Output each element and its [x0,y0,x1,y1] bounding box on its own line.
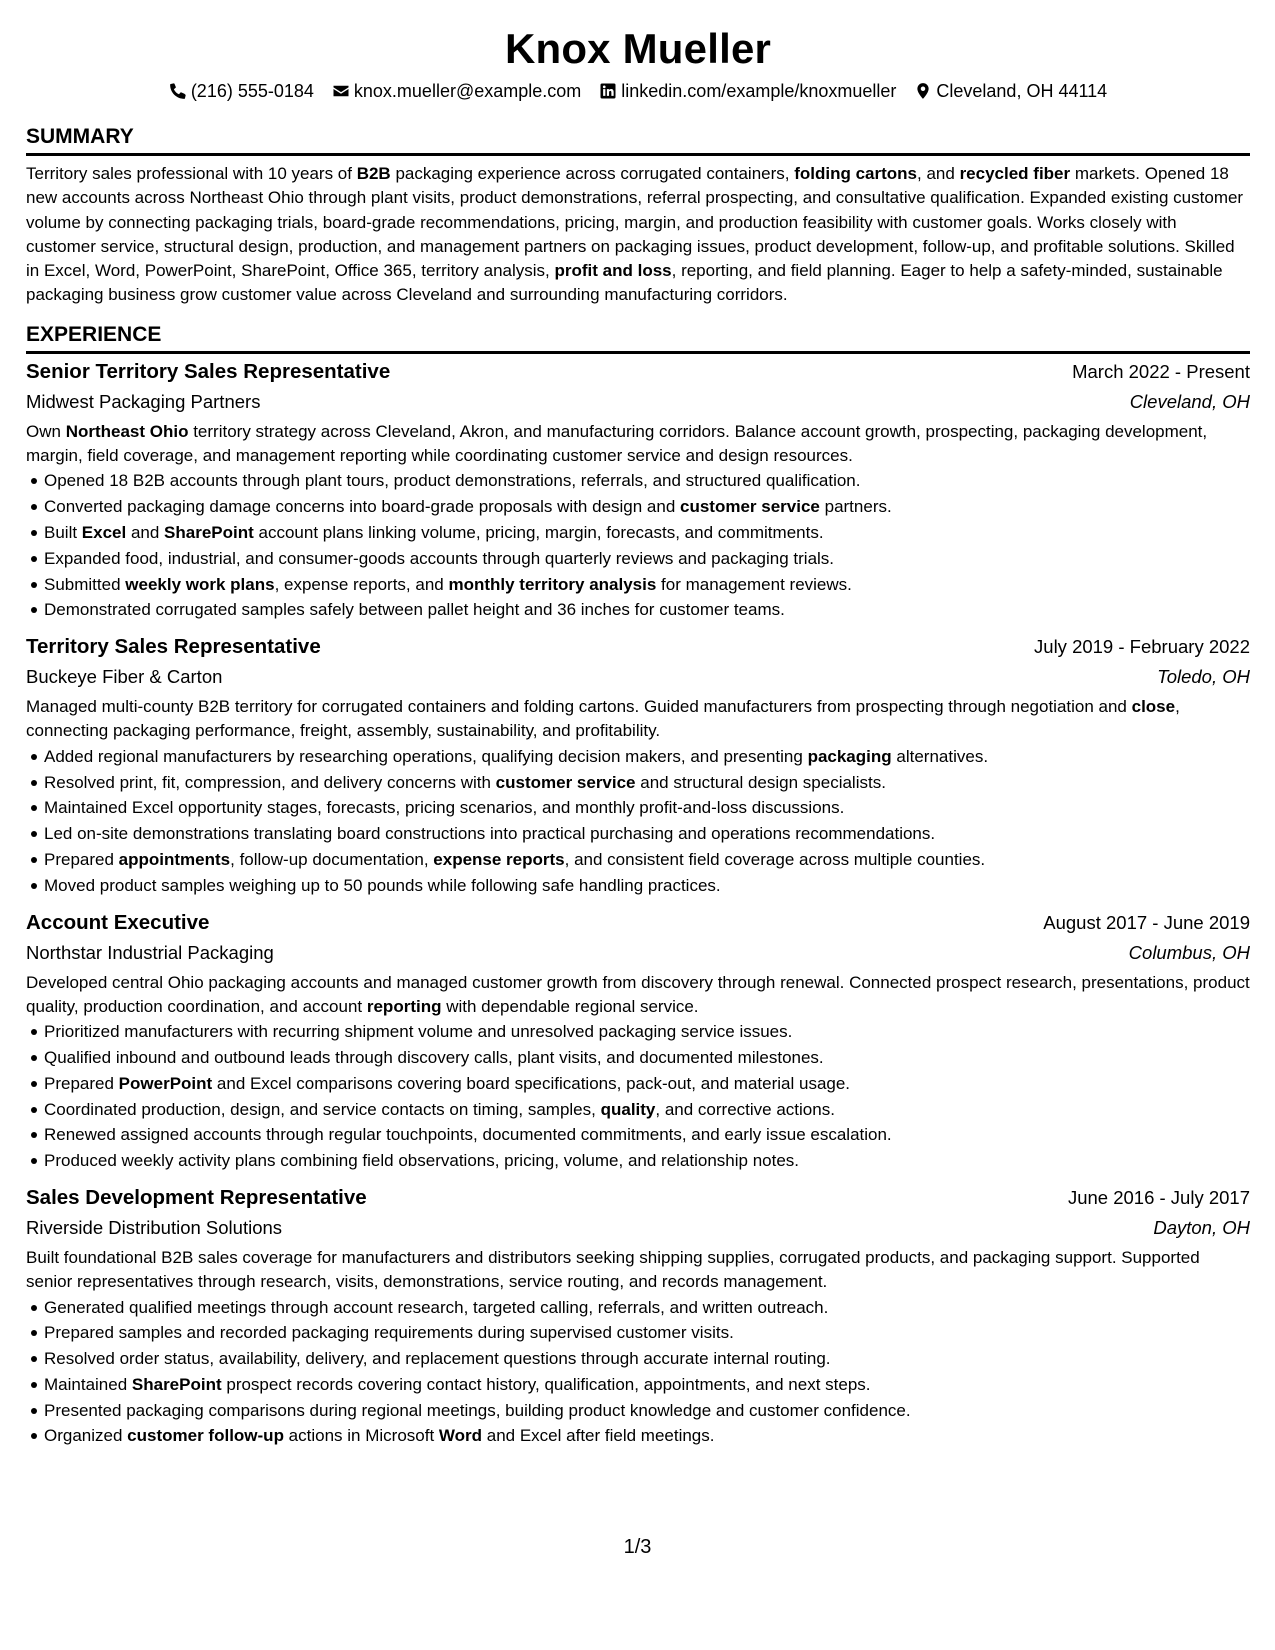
list-item [44,1295,1250,1321]
list-item [44,468,1250,494]
bold-text: customer service [495,772,636,792]
envelope-icon [332,82,350,100]
job-bullets [26,744,1250,899]
text-run: Prepared [44,849,119,869]
job-header [26,357,1250,387]
text-run: Prepared samples and recorded packaging requirements during supervised customer visits. [44,1323,734,1343]
list-item [44,494,1250,520]
company-name: Buckeye Fiber & Carton [26,666,223,688]
job-bullets [26,1019,1250,1174]
text-run: packaging experience across corrugated containers, [390,164,795,183]
text-run: Resolved order status, availability, delivery, and replacement questions through accurate internal routing. [44,1349,831,1369]
job-entry [26,357,1250,623]
job-title: Territory Sales Representative [26,635,321,659]
list-item [44,1372,1250,1398]
list-item [44,520,1250,546]
text-run: , follow-up documentation, [230,849,434,869]
list-item [44,546,1250,572]
list-item [44,1320,1250,1346]
text-run: Territory sales professional with 10 years of [26,164,357,183]
job-title: Account Executive [26,910,210,934]
job-header [26,908,1250,938]
job-entry [26,1183,1250,1449]
list-item [44,1122,1250,1148]
contact-bar [26,79,1250,103]
text-run: , reporting, and field planning. Eager to help a safety-minded, sustainable packaging business grow customer value across Cleveland and surrounding manufacturing corridors. [26,261,1223,305]
text-run: Maintained Excel opportunity stages, forecasts, pricing scenarios, and monthly profit-and-loss discussions. [44,798,845,818]
bold-text: weekly work plans [125,574,275,594]
list-item [44,1019,1250,1045]
contact-location [914,79,1107,103]
list-item [44,1346,1250,1372]
experience-heading: EXPERIENCE [26,322,1250,354]
linkedin-icon [599,82,617,100]
bold-text: close [1131,697,1176,717]
text-run: prospect records covering contact history, qualification, appointments, and next steps. [221,1374,871,1394]
list-item [44,1071,1250,1097]
text-run: markets. Opened 18 new accounts across Northeast Ohio through plant visits, product demonstrations, referral prospecting, and consultative qualification. Expanded existing customer volume by connecting packaging trials, board-grade recommendations, pricing, margin, and production feasibility with customer goals. Works closely with customer service, structural design, production, and management partners on packaging issues, product development, follow-up, and profitable solutions. Skilled in Excel, Word, PowerPoint, SharePoint, Office 365, territory analysis, [26,164,1244,281]
text-run: Own [26,421,66,441]
list-item [44,1148,1250,1174]
list-item [44,795,1250,821]
job-bullets [26,1295,1250,1450]
text-run: partners. [819,497,892,517]
bold-text: appointments [118,849,231,869]
candidate-name: Knox Mueller [504,25,772,72]
text-run: and Excel after field meetings. [482,1426,715,1446]
job-subheader [26,938,1250,968]
location-text: Cleveland, OH 44114 [936,81,1108,101]
list-item [44,572,1250,598]
text-run: , and corrective actions. [655,1099,835,1119]
contact-linkedin[interactable] [599,79,896,103]
text-run: Qualified inbound and outbound leads through discovery calls, plant visits, and documented milestones. [44,1047,824,1067]
job-bullets [26,468,1250,623]
company-name: Midwest Packaging Partners [26,390,261,412]
text-run: Expanded food, industrial, and consumer-goods accounts through quarterly reviews and packaging trials. [44,548,835,568]
job-description [26,971,1250,1020]
list-item [44,1097,1250,1123]
phone-icon [169,82,187,100]
job-dates: March 2022 - Present [1072,360,1250,382]
text-run: alternatives. [891,746,989,766]
bold-text: reporting [366,996,442,1016]
text-run: Managed multi-county B2B territory for corrugated containers and folding cartons. Guided manufacturers from prospecting through negotiation and [26,697,1132,717]
contact-phone [169,79,314,103]
text-run: Added regional manufacturers by researching operations, qualifying decision makers, and presenting [44,746,808,766]
text-run: Presented packaging comparisons during regional meetings, building product knowledge and customer confidence. [44,1400,911,1420]
text-run: Moved product samples weighing up to 50 pounds while following safe handling practices. [44,875,721,895]
list-item [44,873,1250,899]
map-pin-icon [914,82,932,100]
text-run: Built [44,522,82,542]
text-run: Opened 18 B2B accounts through plant tours, product demonstrations, referrals, and structured qualification. [44,471,861,491]
job-title: Senior Territory Sales Representative [26,359,391,383]
resume-page [26,0,1250,1449]
job-dates: June 2016 - July 2017 [1067,1186,1250,1208]
job-entry [26,908,1250,1174]
text-run: for management reviews. [656,574,852,594]
bold-text: B2B [356,164,391,183]
text-run: with dependable regional service. [441,996,699,1016]
bold-text: customer follow-up [127,1426,284,1446]
summary-heading: SUMMARY [26,124,1250,156]
list-item [44,1423,1250,1449]
text-run: Developed central Ohio packaging accounts and managed customer growth from discovery through renewal. Connected prospect research, presentations, product quality, production coordination, and account [26,972,1250,1016]
summary-text [26,162,1250,308]
bold-text: monthly territory analysis [448,574,657,594]
job-description [26,420,1250,469]
list-item [44,1398,1250,1424]
bold-text: customer service [680,497,820,517]
bold-text: SharePoint [164,522,254,542]
phone-text: (216) 555-0184 [190,81,314,101]
job-title: Sales Development Representative [26,1185,367,1209]
text-run: Converted packaging damage concerns into board-grade proposals with design and [44,497,681,517]
job-header [26,1183,1250,1213]
job-location: Columbus, OH [1128,941,1250,963]
text-run: Prioritized manufacturers with recurring shipment volume and unresolved packaging service issues. [44,1022,793,1042]
list-item [44,597,1250,623]
job-dates: August 2017 - June 2019 [1043,911,1250,933]
text-run: Produced weekly activity plans combining field observations, pricing, volume, and relationship notes. [44,1151,800,1171]
bold-text: Northeast Ohio [65,421,189,441]
bold-text: profit and loss [554,261,672,281]
text-run: account plans linking volume, pricing, margin, forecasts, and commitments. [253,522,824,542]
text-run: Submitted [44,574,126,594]
list-item [44,744,1250,770]
text-run: territory strategy across Cleveland, Akron, and manufacturing corridors. Balance account growth, prospecting, packaging development, margin, field coverage, and management reporting while coordinating customer service and design resources. [26,421,1208,466]
bold-text: folding cartons [794,164,918,183]
bold-text: Excel [81,522,127,542]
job-subheader [26,387,1250,417]
job-description [26,695,1250,744]
company-name: Riverside Distribution Solutions [26,1216,283,1238]
text-run: Prepared [44,1073,119,1093]
bold-text: SharePoint [131,1374,222,1394]
job-header [26,632,1250,662]
text-run: , and [917,164,960,183]
text-run: and structural design specialists. [635,772,886,792]
bold-text: packaging [807,746,892,766]
contact-email[interactable] [332,79,581,103]
job-location: Dayton, OH [1153,1216,1250,1238]
text-run: Coordinated production, design, and service contacts on timing, samples, [44,1099,601,1119]
text-run: Demonstrated corrugated samples safely between pallet height and 36 inches for customer teams. [44,600,785,620]
list-item [44,847,1250,873]
job-location: Cleveland, OH [1129,390,1250,412]
job-location: Toledo, OH [1157,666,1250,688]
text-run: Organized [44,1426,128,1446]
page-number: 1/3 [623,1536,652,1558]
company-name: Northstar Industrial Packaging [26,941,274,963]
bold-text: quality [600,1099,656,1119]
job-description [26,1246,1250,1295]
text-run: actions in Microsoft [283,1426,439,1446]
bold-text: expense reports [433,849,565,869]
list-item [44,821,1250,847]
text-run: Led on-site demonstrations translating board constructions into practical purchasing and operations recommendations. [44,824,936,844]
job-dates: July 2019 - February 2022 [1034,636,1250,658]
text-run: and Excel comparisons covering board specifications, pack-out, and material usage. [212,1073,851,1093]
text-run: Maintained [44,1374,132,1394]
list-item [44,770,1250,796]
bold-text: PowerPoint [118,1073,213,1093]
list-item [44,1045,1250,1071]
bold-text: Word [438,1426,483,1446]
text-run: Built foundational B2B sales coverage for manufacturers and distributors seeking shipping supplies, corrugated products, and packaging support. Supported senior representatives through research, visits, demonstrations, service routing, and records management. [26,1247,1200,1292]
linkedin-text[interactable]: linkedin.com/example/knoxmueller [621,81,897,101]
text-run: , connecting packaging performance, freight, assembly, sustainability, and profitability. [26,697,1180,741]
job-subheader [26,1213,1250,1243]
text-run: and [126,522,165,542]
bold-text: recycled fiber [959,164,1071,183]
text-run: Resolved print, fit, compression, and delivery concerns with [44,772,496,792]
email-text[interactable]: knox.mueller@example.com [353,81,582,101]
experience-list [26,357,1250,1450]
text-run: , expense reports, and [274,574,449,594]
job-subheader [26,662,1250,692]
text-run: , and consistent field coverage across multiple counties. [564,849,986,869]
text-run: Renewed assigned accounts through regular touchpoints, documented commitments, and early issue escalation. [44,1125,892,1145]
text-run: Generated qualified meetings through account research, targeted calling, referrals, and written outreach. [44,1297,829,1317]
job-entry [26,632,1250,898]
